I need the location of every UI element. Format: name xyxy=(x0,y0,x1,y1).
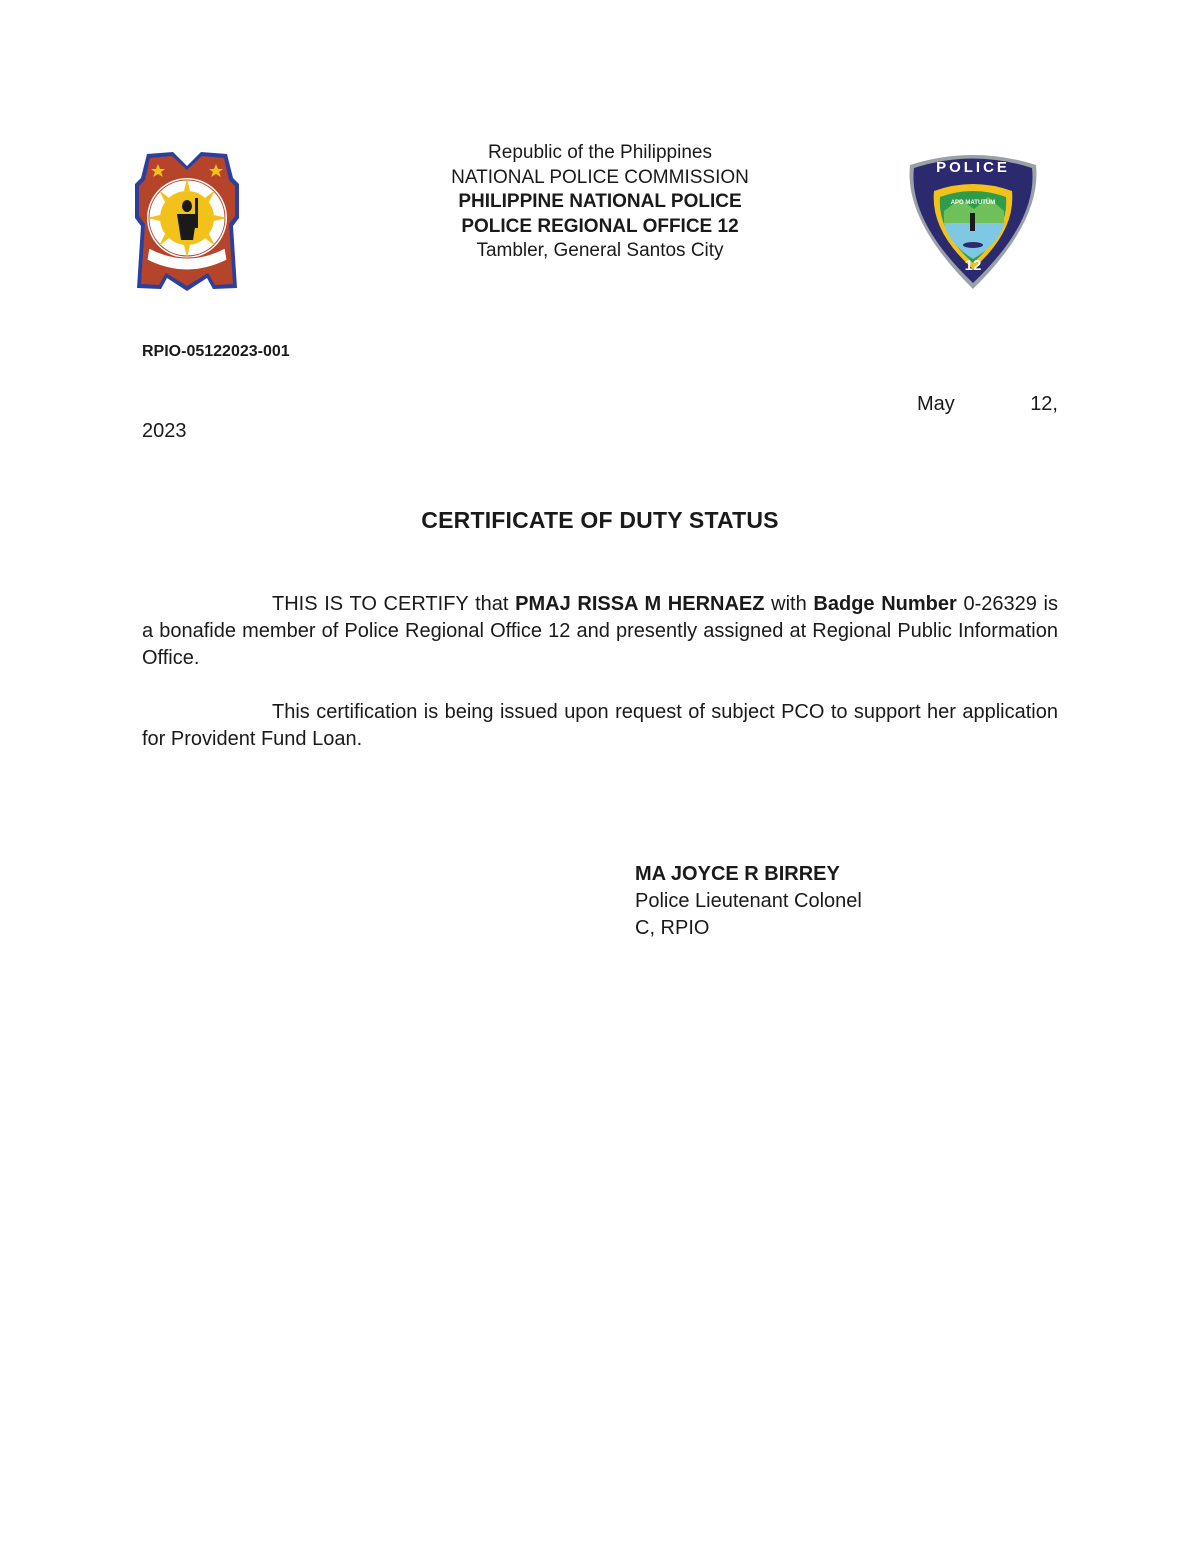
p1-text-1: THIS IS TO CERTIFY that xyxy=(272,593,516,615)
signatory-name: MA JOYCE R BIRREY xyxy=(635,863,840,885)
signatory-rank: Police Lieutenant Colonel xyxy=(635,890,862,912)
letterhead-address: Tambler, General Santos City xyxy=(476,240,724,261)
certification-paragraph xyxy=(142,591,1058,672)
reference-number: RPIO-05122023-001 xyxy=(142,343,290,360)
document-title: CERTIFICATE OF DUTY STATUS xyxy=(421,507,779,533)
letterhead-pnp: PHILIPPINE NATIONAL POLICE xyxy=(458,191,742,212)
patch-police-text: POLICE xyxy=(936,159,1010,176)
date-year: 2023 xyxy=(142,420,187,442)
badge-label: Badge Number xyxy=(813,593,957,615)
officer-name: PMAJ RISSA M HERNAEZ xyxy=(515,593,765,615)
letterhead xyxy=(300,141,900,264)
p1-text-3: 0-26329 is a bonafide member of Police Regional Office 12 and presently assigned at Regional Public Information Office. xyxy=(142,593,1058,669)
letterhead-pro12: POLICE REGIONAL OFFICE 12 xyxy=(461,215,739,237)
signatory-position: C, RPIO xyxy=(635,917,710,939)
date-month: May xyxy=(917,393,955,415)
pro12-patch-logo xyxy=(904,151,1042,291)
patch-number-text: 12 xyxy=(964,257,982,274)
signatory-block xyxy=(635,861,862,942)
date-day: 12, xyxy=(1030,393,1058,415)
purpose-paragraph: This certification is being issued upon request of subject PCO to support her application for Provident Fund Loan. xyxy=(142,701,1058,750)
letterhead-napolcom: NATIONAL POLICE COMMISSION xyxy=(451,166,749,188)
letterhead-republic: Republic of the Philippines xyxy=(488,142,712,163)
patch-inner-text: APO MATUTUM xyxy=(950,200,996,206)
pnp-logo xyxy=(133,148,241,293)
p1-text-2: with xyxy=(764,593,814,615)
